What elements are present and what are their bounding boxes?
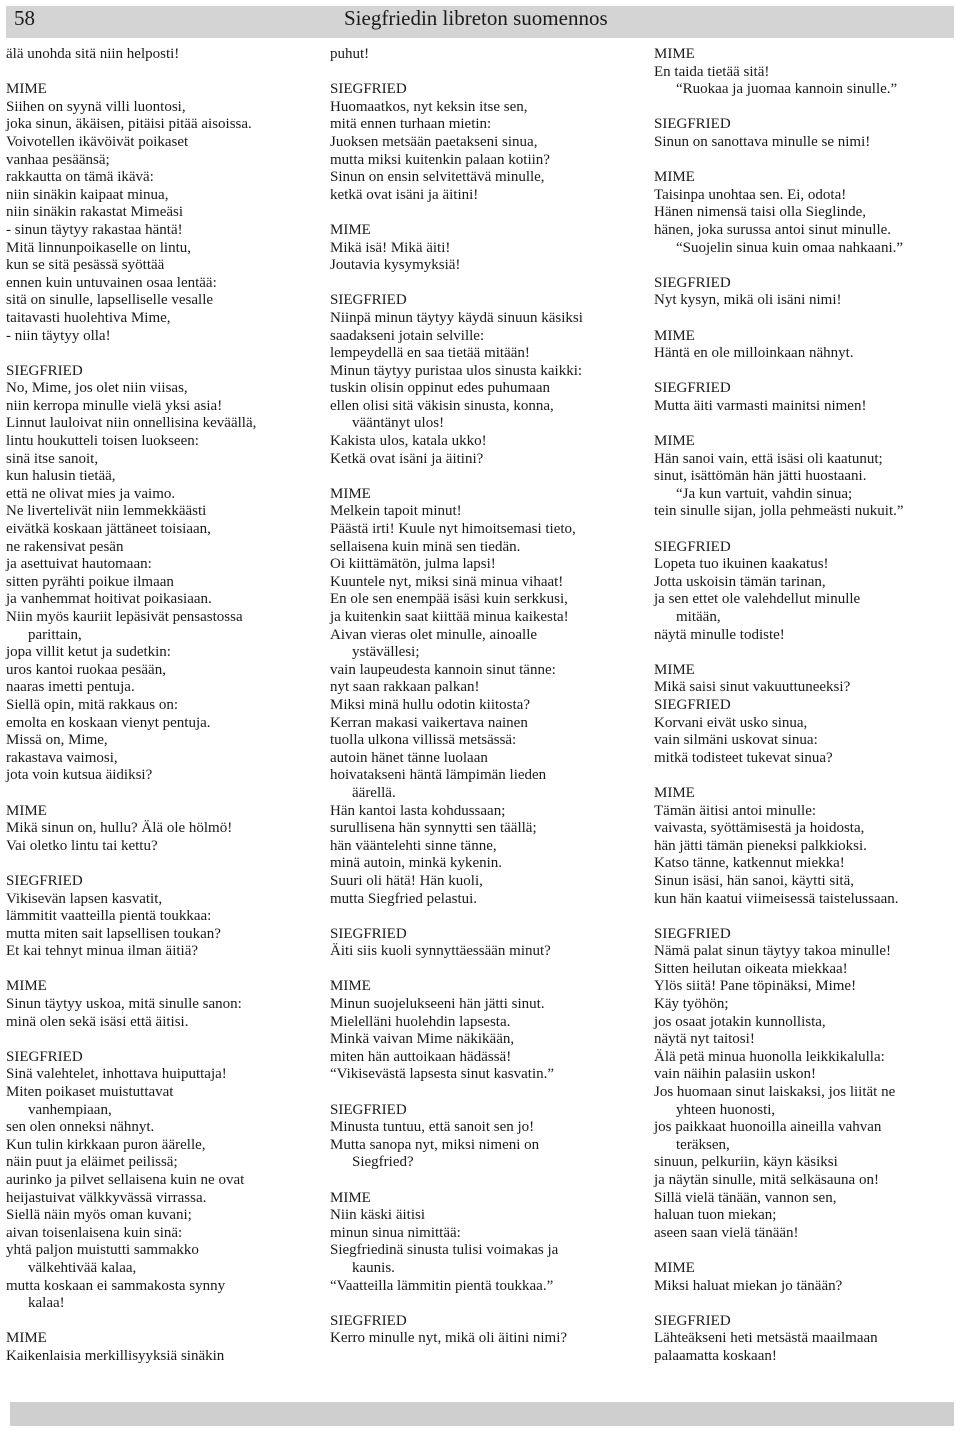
- verse-line: Kerran makasi vaikertava nainen: [330, 714, 528, 731]
- verse-line: uros kantoi ruokaa pesään,: [6, 661, 166, 678]
- stanza-gap: [654, 310, 954, 328]
- speaker-label: SIEGFRIED: [330, 1101, 407, 1118]
- verse-line: Äiti siis kuoli synnyttäessään minut?: [330, 943, 551, 960]
- verse-line: ja näytän sinulle, mitä selkäsauna on!: [654, 1172, 879, 1188]
- verse-line: minä autoin, minkä kykenin.: [330, 855, 503, 872]
- stanza-gap: [654, 1242, 954, 1260]
- verse-line: Siellä näin myös oman kuvani;: [6, 1207, 192, 1224]
- verse-line: mutta Siegfried pelastui.: [330, 890, 478, 907]
- speaker-label: MIME: [654, 661, 695, 678]
- verse-line: lämmitit vaatteilla pientä toukkaa:: [6, 908, 212, 925]
- speaker-label: SIEGFRIED: [330, 81, 407, 98]
- verse-line: sitten pyrähti poikue ilmaan: [6, 573, 174, 590]
- speaker-label: MIME: [330, 978, 371, 995]
- verse-line: Mikä sinun on, hullu? Älä ole hölmö!: [6, 820, 233, 837]
- verse-line: “Vikisevästä lapsesta sinut kasvatin.”: [330, 1066, 555, 1083]
- verse-line: Sitten heilutan oikeata miekkaa!: [654, 960, 848, 977]
- verse-line: Nyt kysyn, mikä oli isäni nimi!: [654, 292, 842, 309]
- verse-line: yhtä paljon muistutti sammakko: [6, 1242, 199, 1259]
- verse-line: Minkä vaivan Mime näkikään,: [330, 1031, 515, 1048]
- stanza-gap: [6, 64, 318, 82]
- stanza-gap: [330, 64, 642, 82]
- verse-line: vaivasta, syöttämisestä ja hoidosta,: [654, 820, 865, 837]
- verse-line: Mielelläni huolehdin lapsesta.: [330, 1013, 511, 1030]
- verse-line: “Ja kun vartuit, vahdin sinua;: [676, 485, 853, 502]
- text-column-1: [6, 46, 318, 1366]
- verse-line: aurinko ja pilvet sellaisena kuin ne ovat: [6, 1172, 245, 1188]
- verse-line: ja vanhemmat hoitivat poikasiaan.: [6, 591, 212, 608]
- verse-line: ystävällesi;: [352, 644, 420, 661]
- speaker-label: SIEGFRIED: [330, 925, 407, 942]
- text-column-3: [654, 46, 954, 1366]
- verse-line: parittain,: [28, 626, 82, 643]
- verse-line: Ne livertelivät niin lemmekkäästi: [6, 503, 207, 520]
- verse-line: emolta en koskaan vienyt pentuja.: [6, 714, 211, 731]
- text-column-2: [330, 46, 642, 1348]
- speaker-label: SIEGFRIED: [6, 872, 83, 889]
- stanza-gap: [6, 1313, 318, 1331]
- speaker-label: SIEGFRIED: [654, 116, 731, 133]
- verse-line: vääntänyt ulos!: [352, 415, 445, 432]
- verse-line: yhteen huonosti,: [676, 1101, 776, 1118]
- stanza-gap: [654, 152, 954, 170]
- verse-line: kun se sitä pesässä syöttää: [6, 257, 165, 274]
- verse-line: Sinun on sanottava minulle se nimi!: [654, 133, 871, 150]
- verse-line: Jotta uskoisin tämän tarinan,: [654, 573, 826, 590]
- verse-line: mutta miten sait lapsellisen toukan?: [6, 925, 221, 942]
- verse-line: Minun täytyy puristaa ulos sinusta kaikki:: [330, 362, 583, 379]
- verse-line: äärellä.: [352, 784, 396, 801]
- speaker-label: MIME: [654, 1259, 695, 1276]
- verse-line: minun sinua nimittää:: [330, 1224, 461, 1241]
- stanza-gap: [330, 468, 642, 486]
- verse-line: Sinun on ensin selvitettävä minulle,: [330, 169, 545, 186]
- verse-line: ennen kuin untuvainen osaa lentää:: [6, 274, 217, 291]
- stanza-gap: [654, 644, 954, 662]
- verse-line: näin puut ja eläimet peilissä;: [6, 1154, 178, 1171]
- verse-line: sen olen onneksi nähnyt.: [6, 1119, 155, 1136]
- verse-line: tein sinulle sijan, jolla pehmeästi nukuit.”: [654, 503, 904, 520]
- page-footer-bar: [10, 1402, 954, 1426]
- verse-line: Huomaatkos, nyt keksin itse sen,: [330, 98, 528, 115]
- speaker-label: SIEGFRIED: [654, 538, 731, 555]
- verse-line: Miksi minä hullu odotin kiitosta?: [330, 696, 530, 713]
- verse-line: Mutta sanopa nyt, miksi nimeni on: [330, 1136, 540, 1153]
- verse-line: hoivatakseni häntä lämpimän lieden: [330, 767, 547, 784]
- stanza-gap: [330, 908, 642, 926]
- verse-line: Suuri oli hätä! Hän kuoli,: [330, 872, 483, 889]
- speaker-label: SIEGFRIED: [330, 292, 407, 309]
- verse-line: vain näihin palasiin uskon!: [654, 1066, 817, 1083]
- stanza-gap: [330, 961, 642, 979]
- speaker-label: MIME: [654, 433, 695, 450]
- verse-line: Ylös siitä! Pane töpinäksi, Mime!: [654, 978, 857, 995]
- verse-line: Sinä valehtelet, inhottava huiputtaja!: [6, 1066, 227, 1083]
- verse-line: heijastuivat välkkyvässä virrassa.: [6, 1189, 207, 1206]
- verse-line: lempeydellä en saa tietää mitään!: [330, 345, 530, 362]
- verse-line: Missä on, Mime,: [6, 732, 108, 749]
- verse-line: näytä minulle todiste!: [654, 626, 785, 643]
- verse-line: kun hän kaatui viimeisessä taistelussaan.: [654, 890, 899, 907]
- verse-line: Niin myös kauriit lepäsivät pensastossa: [6, 609, 243, 625]
- verse-line: mutta miksi kuitenkin palaan kotiin?: [330, 151, 550, 168]
- verse-line: että ne olivat mies ja vaimo.: [6, 485, 176, 502]
- verse-line: vain laupeudesta kannoin sinut tänne:: [330, 661, 556, 678]
- verse-line: mitä ennen turhaan mietin:: [330, 116, 492, 133]
- verse-line: sellaisena kuin minä sen tiedän.: [330, 538, 521, 555]
- verse-line: No, Mime, jos olet niin viisas,: [6, 380, 188, 397]
- stanza-gap: [6, 345, 318, 363]
- verse-line: Joutavia kysymyksiä!: [330, 257, 461, 274]
- speaker-label: MIME: [330, 221, 371, 238]
- verse-line: Niin käski äitisi: [330, 1207, 425, 1224]
- verse-line: ja sen ettet ole valehdellut minulle: [654, 591, 861, 608]
- verse-line: rakkautta on tämä ikävä:: [6, 169, 154, 186]
- speaker-label: MIME: [6, 81, 47, 98]
- stanza-gap: [654, 521, 954, 539]
- speaker-label: SIEGFRIED: [654, 696, 731, 713]
- verse-line: Mitä linnunpoikaselle on lintu,: [6, 239, 191, 256]
- verse-line: sinuun, pelkuriin, käyn käsiksi: [654, 1154, 838, 1171]
- verse-line: Siihen on syynä villi luontosi,: [6, 98, 186, 115]
- verse-line: surullisena hän synnytti sen täällä;: [330, 820, 537, 837]
- speaker-label: SIEGFRIED: [6, 1048, 83, 1065]
- verse-line: Kuuntele nyt, miksi sinä minua vihaat!: [330, 573, 564, 590]
- verse-line: Lähteäkseni heti metsästä maailmaan: [654, 1330, 878, 1347]
- verse-line: Siegfriedinä sinusta tulisi voimakas ja: [330, 1242, 559, 1259]
- speaker-label: MIME: [330, 1189, 371, 1206]
- verse-line: saadakseni jotain selville:: [330, 327, 485, 344]
- speaker-label: MIME: [6, 978, 47, 995]
- verse-line: näytä nyt taitosi!: [654, 1031, 755, 1048]
- verse-line: Melkein tapoit minut!: [330, 503, 462, 520]
- verse-line: vanhaa pesäänsä;: [6, 151, 110, 168]
- verse-line: Mutta äiti varmasti mainitsi nimen!: [654, 397, 867, 414]
- verse-line: kaunis.: [352, 1259, 395, 1276]
- verse-line: Voivotellen ikävöivät poikaset: [6, 133, 189, 150]
- verse-line: Lopeta tuo ikuinen kaakatus!: [654, 556, 829, 573]
- stanza-gap: [654, 1295, 954, 1313]
- verse-line: Taisinpa unohtaa sen. Ei, odota!: [654, 186, 847, 203]
- verse-line: “Vaatteilla lämmitin pientä toukkaa.”: [330, 1277, 554, 1294]
- verse-line: ketkä ovat isäni ja äitini!: [330, 186, 479, 203]
- stanza-gap: [6, 855, 318, 873]
- verse-line: ellen olisi sitä väkisin sinusta, konna,: [330, 397, 554, 414]
- verse-line: aseen saan vielä tänään!: [654, 1224, 799, 1241]
- verse-line: jos paikkaat huonoilla aineilla vahvan: [654, 1119, 882, 1136]
- verse-line: autoin hänet tänne luolaan: [330, 749, 488, 766]
- verse-line: Kaikenlaisia merkillisyyksiä sinäkin: [6, 1347, 225, 1364]
- stanza-gap: [330, 1172, 642, 1190]
- verse-line: joka sinun, äkäisen, pitäisi pitää aisoissa.: [6, 116, 252, 133]
- verse-line: Oi kiittämätön, julma lapsi!: [330, 556, 496, 573]
- verse-line: eivätkä koskaan jättäneet toisiaan,: [6, 521, 211, 538]
- speaker-label: SIEGFRIED: [654, 1312, 731, 1329]
- verse-line: Nämä palat sinun täytyy takoa minulle!: [654, 943, 892, 960]
- verse-line: niin sinäkin kaipaat minua,: [6, 186, 169, 203]
- verse-line: minä olen sekä isäsi että äitisi.: [6, 1013, 189, 1030]
- verse-line: puhut!: [330, 46, 370, 62]
- page-number: 58: [14, 6, 35, 30]
- verse-line: sinä itse sanoit,: [6, 450, 99, 467]
- verse-line: haluan tuon miekan;: [654, 1207, 777, 1224]
- verse-line: Miksi haluat miekan jo tänään?: [654, 1277, 843, 1294]
- verse-line: hän vääntelehti sinne tänne,: [330, 837, 497, 854]
- stanza-gap: [330, 1084, 642, 1102]
- verse-line: “Ruokaa ja juomaa kannoin sinulle.”: [676, 81, 898, 98]
- verse-line: hän jätti tämän pieneksi palkkioksi.: [654, 837, 867, 854]
- verse-line: kalaa!: [28, 1295, 65, 1312]
- verse-line: jota voin kutsua äidiksi?: [6, 767, 153, 784]
- verse-line: Katso tänne, katkennut miekka!: [654, 855, 845, 872]
- stanza-gap: [654, 767, 954, 785]
- verse-line: teräksen,: [676, 1136, 730, 1153]
- stanza-gap: [6, 961, 318, 979]
- verse-line: “Suojelin sinua kuin omaa nahkaani.”: [676, 239, 904, 256]
- speaker-label: MIME: [654, 784, 695, 801]
- verse-line: palaamatta koskaan!: [654, 1347, 777, 1364]
- verse-line: Mikä isä! Mikä äiti!: [330, 239, 451, 256]
- verse-line: Käy työhön;: [654, 996, 729, 1013]
- verse-line: nyt saan rakkaan palkan!: [330, 679, 480, 696]
- speaker-label: SIEGFRIED: [6, 362, 83, 379]
- verse-line: sinut, isättömän hän jätti huostaani.: [654, 468, 867, 485]
- verse-line: niin sinäkin rakastat Mimeäsi: [6, 204, 184, 221]
- verse-line: Sinun isäsi, hän sanoi, käytti sitä,: [654, 872, 854, 889]
- speaker-label: MIME: [6, 802, 47, 819]
- verse-line: Niinpä minun täytyy käydä sinuun käsiksi: [330, 309, 583, 326]
- verse-line: Mikä saisi sinut vakuuttuneeksi?: [654, 679, 851, 696]
- verse-line: En taida tietää sitä!: [654, 63, 770, 80]
- verse-line: Kakista ulos, katala ukko!: [330, 433, 487, 450]
- verse-line: Miten poikaset muistuttavat: [6, 1084, 174, 1101]
- verse-line: Häntä en ole milloinkaan nähnyt.: [654, 345, 854, 362]
- speaker-label: SIEGFRIED: [654, 274, 731, 291]
- verse-line: sitä on sinulle, lapselliselle vesalle: [6, 292, 214, 309]
- verse-line: Minusta tuntuu, että sanoit sen jo!: [330, 1119, 535, 1136]
- verse-line: Kerro minulle nyt, mikä oli äitini nimi?: [330, 1330, 568, 1347]
- speaker-label: SIEGFRIED: [654, 925, 731, 942]
- stanza-gap: [6, 1031, 318, 1049]
- verse-line: Ketkä ovat isäni ja äitini?: [330, 450, 484, 467]
- verse-line: - niin täytyy olla!: [6, 327, 111, 344]
- verse-line: jopa villit ketut ja sudetkin:: [6, 644, 171, 661]
- verse-line: Tämän äitisi antoi minulle:: [654, 802, 817, 819]
- verse-line: vanhempiaan,: [28, 1101, 112, 1118]
- verse-line: Sinun täytyy uskoa, mitä sinulle sanon:: [6, 996, 242, 1013]
- stanza-gap: [654, 363, 954, 381]
- stanza-gap: [654, 415, 954, 433]
- stanza-gap: [330, 204, 642, 222]
- speaker-label: MIME: [6, 1330, 47, 1347]
- speaker-label: MIME: [330, 485, 371, 502]
- verse-line: Et kai tehnyt minua ilman äitiä?: [6, 943, 199, 960]
- verse-line: Jos huomaan sinut laiskaksi, jos liität ne: [654, 1084, 896, 1101]
- speaker-label: MIME: [654, 327, 695, 344]
- verse-line: aivan toisenlaisena kuin sinä:: [6, 1224, 183, 1241]
- verse-line: En ole sen enempää isäsi kuin serkkusi,: [330, 591, 568, 608]
- verse-line: Hän sanoi vain, että isäsi oli kaatunut;: [654, 450, 883, 467]
- verse-line: miten hän auttoikaan hädässä!: [330, 1048, 512, 1065]
- verse-line: mitkä todisteet tukevat sinua?: [654, 749, 833, 766]
- stanza-gap: [654, 908, 954, 926]
- verse-line: rakastava vaimosi,: [6, 749, 118, 766]
- verse-line: Hän kantoi lasta kohdussaan;: [330, 802, 506, 819]
- verse-line: Siegfried?: [352, 1154, 414, 1171]
- speaker-label: SIEGFRIED: [654, 380, 731, 397]
- verse-line: Sillä vielä tänään, vannon sen,: [654, 1189, 837, 1206]
- stanza-gap: [654, 257, 954, 275]
- verse-line: Juoksen metsään paetakseni sinua,: [330, 133, 538, 150]
- verse-line: lintu houkutteli toisen luokseen:: [6, 433, 199, 450]
- verse-line: jos osaat jotakin kunnollista,: [654, 1013, 826, 1030]
- verse-line: - sinun täytyy rakastaa häntä!: [6, 221, 183, 238]
- verse-line: niin kerropa minulle vielä yksi asia!: [6, 397, 223, 414]
- verse-line: naaras imetti pentuja.: [6, 679, 135, 696]
- verse-line: Hänen nimensä taisi olla Sieglinde,: [654, 204, 867, 221]
- running-title: Siegfriedin libreton suomennos: [344, 6, 608, 30]
- verse-line: Vikisevän lapsen kasvatit,: [6, 890, 163, 907]
- verse-line: mitään,: [676, 609, 721, 625]
- stanza-gap: [6, 785, 318, 803]
- verse-line: vain silmäni uskovat sinua:: [654, 732, 818, 749]
- verse-line: tuskin olisin oppinut edes puhumaan: [330, 380, 550, 397]
- verse-line: ja asettuivat hautomaan:: [6, 556, 152, 573]
- verse-line: ne rakensivat pesän: [6, 538, 124, 555]
- verse-line: tuolla ulkona villissä metsässä:: [330, 732, 517, 749]
- speaker-label: MIME: [654, 46, 695, 62]
- speaker-label: MIME: [654, 169, 695, 186]
- speaker-label: SIEGFRIED: [330, 1312, 407, 1329]
- verse-line: mutta koskaan ei sammakosta synny: [6, 1277, 226, 1294]
- verse-line: hänen, joka surussa antoi sinut minulle.: [654, 221, 892, 238]
- verse-line: Vai oletko lintu tai kettu?: [6, 837, 158, 854]
- verse-line: taitavasti huolehtiva Mime,: [6, 309, 171, 326]
- verse-line: välkehtivää kalaa,: [28, 1259, 137, 1276]
- verse-line: Kun tulin kirkkaan puron äärelle,: [6, 1136, 206, 1153]
- stanza-gap: [654, 99, 954, 117]
- verse-line: Korvani eivät usko sinua,: [654, 714, 808, 731]
- verse-line: Älä petä minua huonolla leikkikalulla:: [654, 1048, 885, 1065]
- verse-line: Minun suojelukseeni hän jätti sinut.: [330, 996, 545, 1013]
- verse-line: älä unohda sitä niin helposti!: [6, 46, 180, 62]
- verse-line: Siellä opin, mitä rakkaus on:: [6, 696, 179, 713]
- stanza-gap: [330, 1295, 642, 1313]
- verse-line: Aivan vieras olet minulle, ainoalle: [330, 626, 538, 643]
- stanza-gap: [330, 275, 642, 293]
- verse-line: Päästä irti! Kuule nyt himoitsemasi tieto,: [330, 521, 576, 538]
- verse-line: kun halusin tietää,: [6, 468, 116, 485]
- verse-line: ja kuitenkin saat kiittää minua kaikesta!: [330, 609, 569, 625]
- verse-line: Linnut lauloivat niin onnellisina keväällä,: [6, 415, 257, 432]
